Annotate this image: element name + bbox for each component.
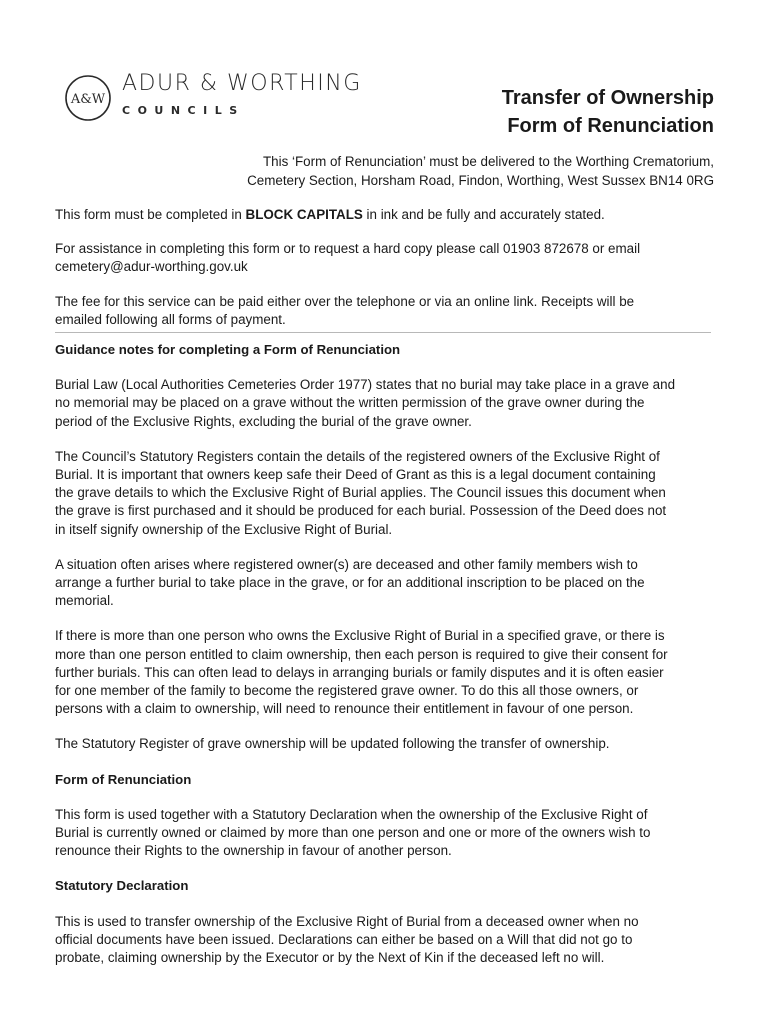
fee-paragraph	[55, 293, 715, 329]
guidance-p4-line: further burials. This can often lead to delays in arranging burials or family disputes and it is often easier	[55, 664, 664, 680]
statutory-line: This is used to transfer ownership of the Exclusive Right of Burial from a deceased owner when no	[55, 913, 639, 929]
logo-subtitle: COUNCILS	[122, 104, 245, 117]
delivery-instructions	[247, 152, 714, 190]
title-line-2: Form of Renunciation	[507, 115, 714, 137]
assistance-line-1: For assistance in completing this form or to request a hard copy please call 01903 872678 or email	[55, 241, 641, 257]
guidance-p4-line: for one member of the family to become the registered grave owner. To do this all those owners, or	[55, 683, 639, 699]
guidance-paragraph-5	[55, 735, 715, 753]
guidance-p3-line: A situation often arises where registered owner(s) are deceased and other family members wish to	[55, 556, 638, 572]
delivery-line-1: This ‘Form of Renunciation’ must be delivered to the Worthing Crematorium,	[262, 154, 714, 169]
renunciation-line: renounce their Rights to the ownership in favour of another person.	[55, 843, 452, 859]
guidance-p5-line: The Statutory Register of grave ownership will be updated following the transfer of ownership.	[55, 736, 610, 752]
guidance-paragraph-2	[55, 448, 715, 539]
guidance-paragraph-3	[55, 556, 715, 611]
renunciation-line: This form is used together with a Statutory Declaration when the ownership of the Exclusive Right of	[55, 806, 648, 822]
statutory-heading: Statutory Declaration	[55, 878, 189, 894]
renunciation-line: Burial is currently owned or claimed by more than one person and one or more of the owners wish to	[55, 825, 651, 841]
guidance-p1-line: period of the Exclusive Rights, excluding the burial of the grave owner.	[55, 413, 472, 429]
statutory-line: probate, claiming ownership by the Executor or by the Next of Kin if the deceased left no will.	[55, 950, 605, 966]
block-caps-suffix: in ink and be fully and accurately stated.	[362, 207, 605, 222]
guidance-p2-line: the grave is first purchased and it should be produced for each burial. Possession of the Deed does not	[55, 503, 667, 519]
guidance-paragraph-4	[55, 627, 715, 718]
guidance-heading: Guidance notes for completing a Form of Renunciation	[55, 342, 401, 358]
guidance-p4-line: more than one person entitled to claim ownership, then each person is required to give their consent for	[55, 646, 668, 662]
statutory-paragraph	[55, 913, 715, 968]
renunciation-heading: Form of Renunciation	[55, 771, 192, 787]
guidance-p3-line: memorial.	[55, 593, 114, 609]
document-body	[55, 206, 715, 967]
block-capitals-instruction	[55, 206, 715, 224]
guidance-p1-line: no memorial may be placed on a grave without the written permission of the grave owner during the	[55, 395, 645, 411]
guidance-p3-line: arrange a further burial to take place in the grave, or for an additional inscription to be placed on the	[55, 575, 645, 591]
statutory-line: official documents have been issued. Declarations can either be based on a Will that did not go to	[55, 931, 633, 947]
fee-line-1: The fee for this service can be paid either over the telephone or via an online link. Receipts will be	[55, 293, 635, 309]
contact-email: cemetery@adur-worthing.gov.uk	[55, 259, 248, 275]
svg-text:A&W: A&W	[70, 92, 106, 107]
council-logo	[64, 70, 404, 126]
fee-line-2: emailed following all forms of payment.	[55, 311, 286, 327]
council-logo-mark-icon	[64, 74, 112, 122]
guidance-p2-line: The Council’s Statutory Registers contain the details of the registered owners of the Exclusive Right of	[55, 448, 660, 464]
block-caps-emphasis: BLOCK CAPITALS	[245, 207, 363, 222]
guidance-p4-line: If there is more than one person who owns the Exclusive Right of Burial in a specified grave, or there is	[55, 628, 665, 644]
delivery-line-2: Cemetery Section, Horsham Road, Findon, Worthing, West Sussex BN14 0RG	[247, 173, 714, 188]
assistance-paragraph	[55, 240, 715, 276]
title-line-1: Transfer of Ownership	[501, 87, 714, 109]
block-caps-prefix: This form must be completed in	[55, 207, 246, 222]
guidance-paragraph-1	[55, 376, 715, 431]
logo-name: ADUR & WORTHING	[122, 71, 362, 96]
guidance-p2-line: the grave details to which the Exclusive Right of Burial applies. The Council issues this document when	[55, 485, 666, 501]
guidance-p4-line: persons with a claim to ownership, will need to renounce their entitlement in favour of one person.	[55, 701, 634, 717]
page-title	[502, 84, 714, 140]
renunciation-paragraph	[55, 806, 715, 861]
guidance-p1-line: Burial Law (Local Authorities Cemeteries Order 1977) states that no burial may take place in a grave and	[55, 377, 676, 393]
guidance-p2-line: Burial. It is important that owners keep safe their Deed of Grant as this is a legal document containing	[55, 467, 656, 483]
guidance-p2-line: in itself signify ownership of the Exclusive Right of Burial.	[55, 521, 393, 537]
